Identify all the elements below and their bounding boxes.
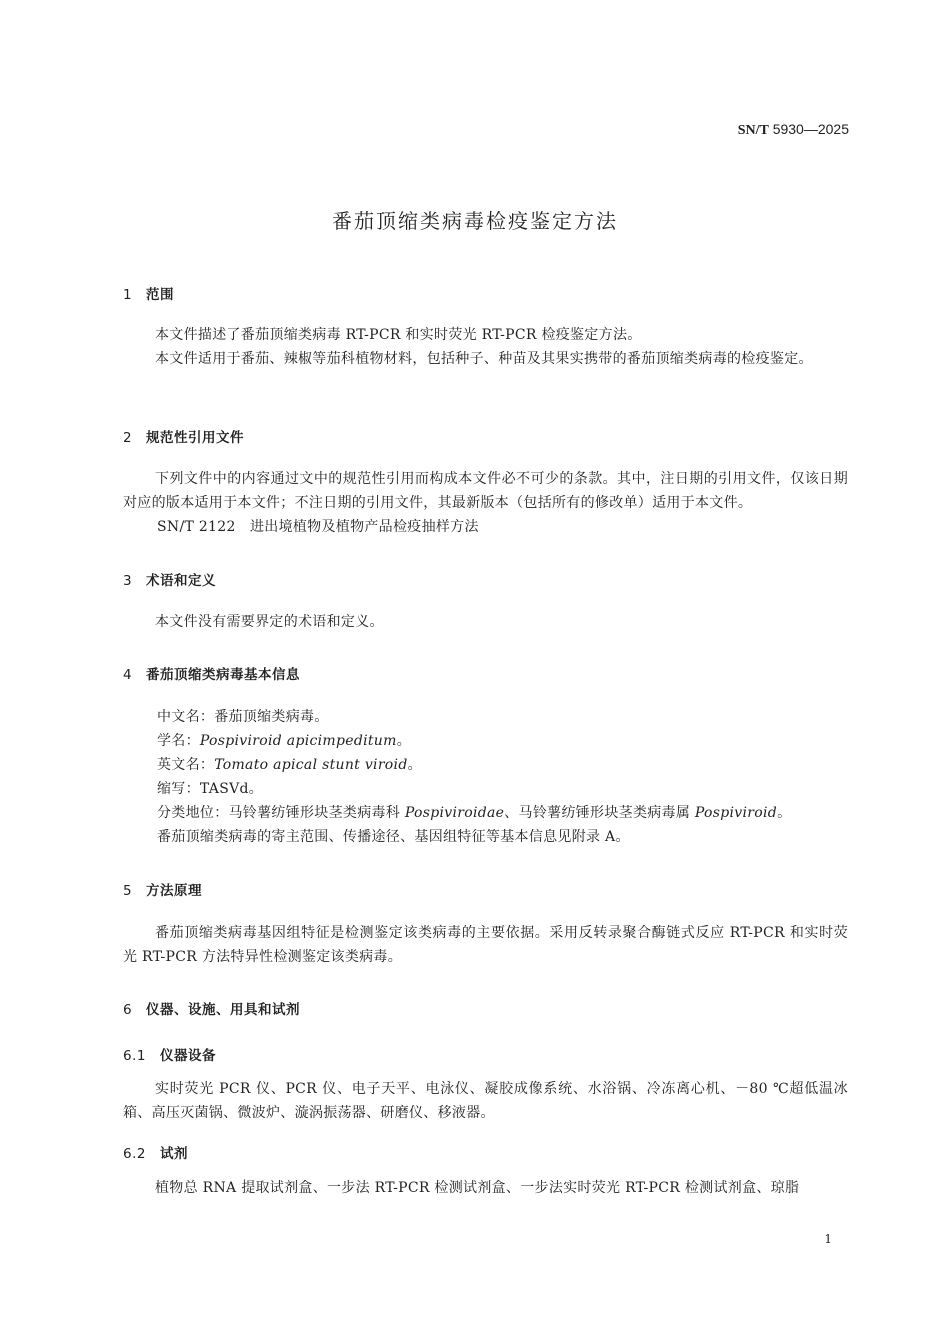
section-title: 仪器、设施、用具和试剂 (146, 1002, 300, 1018)
scientific-name-line (157, 729, 411, 753)
appendix-reference-line: 番茄顶缩类病毒的寄主范围、传播途径、基因组特征等基本信息见附录 A。 (157, 829, 630, 845)
section-title: 试剂 (160, 1146, 188, 1162)
section-number: 3 (123, 573, 133, 589)
section-1-paragraph-2: 本文件适用于番茄、辣椒等茄科植物材料，包括种子、种苗及其果实携带的番茄顶缩类病毒的检疫鉴定。 (155, 351, 813, 367)
chinese-name-value: 番茄顶缩类病毒。 (214, 709, 329, 725)
taxonomy-genus: Pospiviroid (694, 805, 778, 821)
section-title: 规范性引用文件 (146, 430, 244, 446)
section-title: 番茄顶缩类病毒基本信息 (146, 667, 300, 683)
section-3-paragraph-1: 本文件没有需要界定的术语和定义。 (155, 614, 384, 630)
section-6-1-heading (123, 1044, 216, 1064)
scientific-name-label: 学名： (157, 733, 200, 749)
chinese-name-line (157, 705, 329, 729)
normative-reference: SN/T 2122 进出境植物及植物产品检疫抽样方法 (157, 519, 479, 535)
punctuation: 。 (777, 805, 792, 821)
section-title: 范围 (146, 287, 174, 303)
taxonomy-family: Pospiviroidae (404, 805, 505, 821)
punctuation: 。 (407, 757, 422, 773)
taxonomy-label: 分类地位： (157, 805, 229, 821)
section-6-heading (123, 998, 300, 1018)
section-3-heading (123, 569, 216, 589)
section-number: 2 (123, 430, 133, 446)
section-number: 5 (123, 883, 133, 899)
punctuation: 。 (396, 733, 412, 749)
section-6-2-paragraph-1: 植物总 RNA 提取试剂盒、一步法 RT-PCR 检测试剂盒、一步法实时荧光 RT-PCR 检测试剂盒、琼脂 (155, 1180, 800, 1196)
section-1-paragraph-1: 本文件描述了番茄顶缩类病毒 RT-PCR 和实时荧光 RT-PCR 检疫鉴定方法。 (155, 327, 642, 343)
section-number: 4 (123, 667, 133, 683)
section-5-heading (123, 879, 202, 899)
taxonomy-family-cn: 马铃薯纺锤形块茎类病毒科 (228, 805, 405, 821)
section-2-heading (123, 426, 244, 446)
section-5-paragraph-1: 番茄顶缩类病毒基因组特征是检测鉴定该类病毒的主要依据。采用反转录聚合酶链式反应 RT-PCR 和实时荧光 RT-PCR 方法特异性检测鉴定该类病毒。 (123, 925, 848, 965)
section-title: 方法原理 (146, 883, 202, 899)
abbreviation-line (157, 777, 263, 801)
section-2-paragraph-1: 下列文件中的内容通过文中的规范性引用而构成本文件必不可少的条款。其中，注日期的引用文件，仅该日期对应的版本适用于本文件；不注日期的引用文件，其最新版本（包括所有的修改单）适用于本文件。 (123, 471, 848, 511)
taxonomy-genus-cn: 、马铃薯纺锤形块茎类病毒属 (504, 805, 695, 821)
standard-code (738, 121, 849, 139)
taxonomy-line (157, 801, 791, 825)
document-title: 番茄顶缩类病毒检疫鉴定方法 (332, 209, 618, 233)
section-6-2-heading (123, 1142, 188, 1162)
abbreviation-value: TASVd。 (199, 781, 264, 797)
section-1-heading (123, 283, 174, 303)
section-number: 6.2 (123, 1146, 146, 1162)
section-title: 术语和定义 (146, 573, 216, 589)
abbreviation-label: 缩写： (157, 781, 200, 797)
section-number: 6.1 (123, 1048, 146, 1064)
chinese-name-label: 中文名： (157, 709, 215, 725)
standard-prefix: SN/T (737, 123, 769, 138)
standard-number: 5930—2025 (772, 121, 849, 137)
section-number: 6 (123, 1002, 133, 1018)
section-number: 1 (123, 287, 133, 303)
english-name-label: 英文名： (157, 757, 215, 773)
section-4-heading (123, 663, 300, 683)
scientific-name-value: Pospiviroid apicimpeditum (199, 733, 397, 749)
section-title: 仪器设备 (160, 1048, 216, 1064)
page-number: 1 (824, 1232, 832, 1246)
english-name-value: Tomato apical stunt viroid (214, 757, 408, 773)
english-name-line (157, 753, 422, 777)
section-6-1-paragraph-1: 实时荧光 PCR 仪、PCR 仪、电子天平、电泳仪、凝胶成像系统、水浴锅、冷冻离心机、－80 ℃超低温冰箱、高压灭菌锅、微波炉、漩涡振荡器、研磨仪、移液器。 (123, 1081, 848, 1121)
